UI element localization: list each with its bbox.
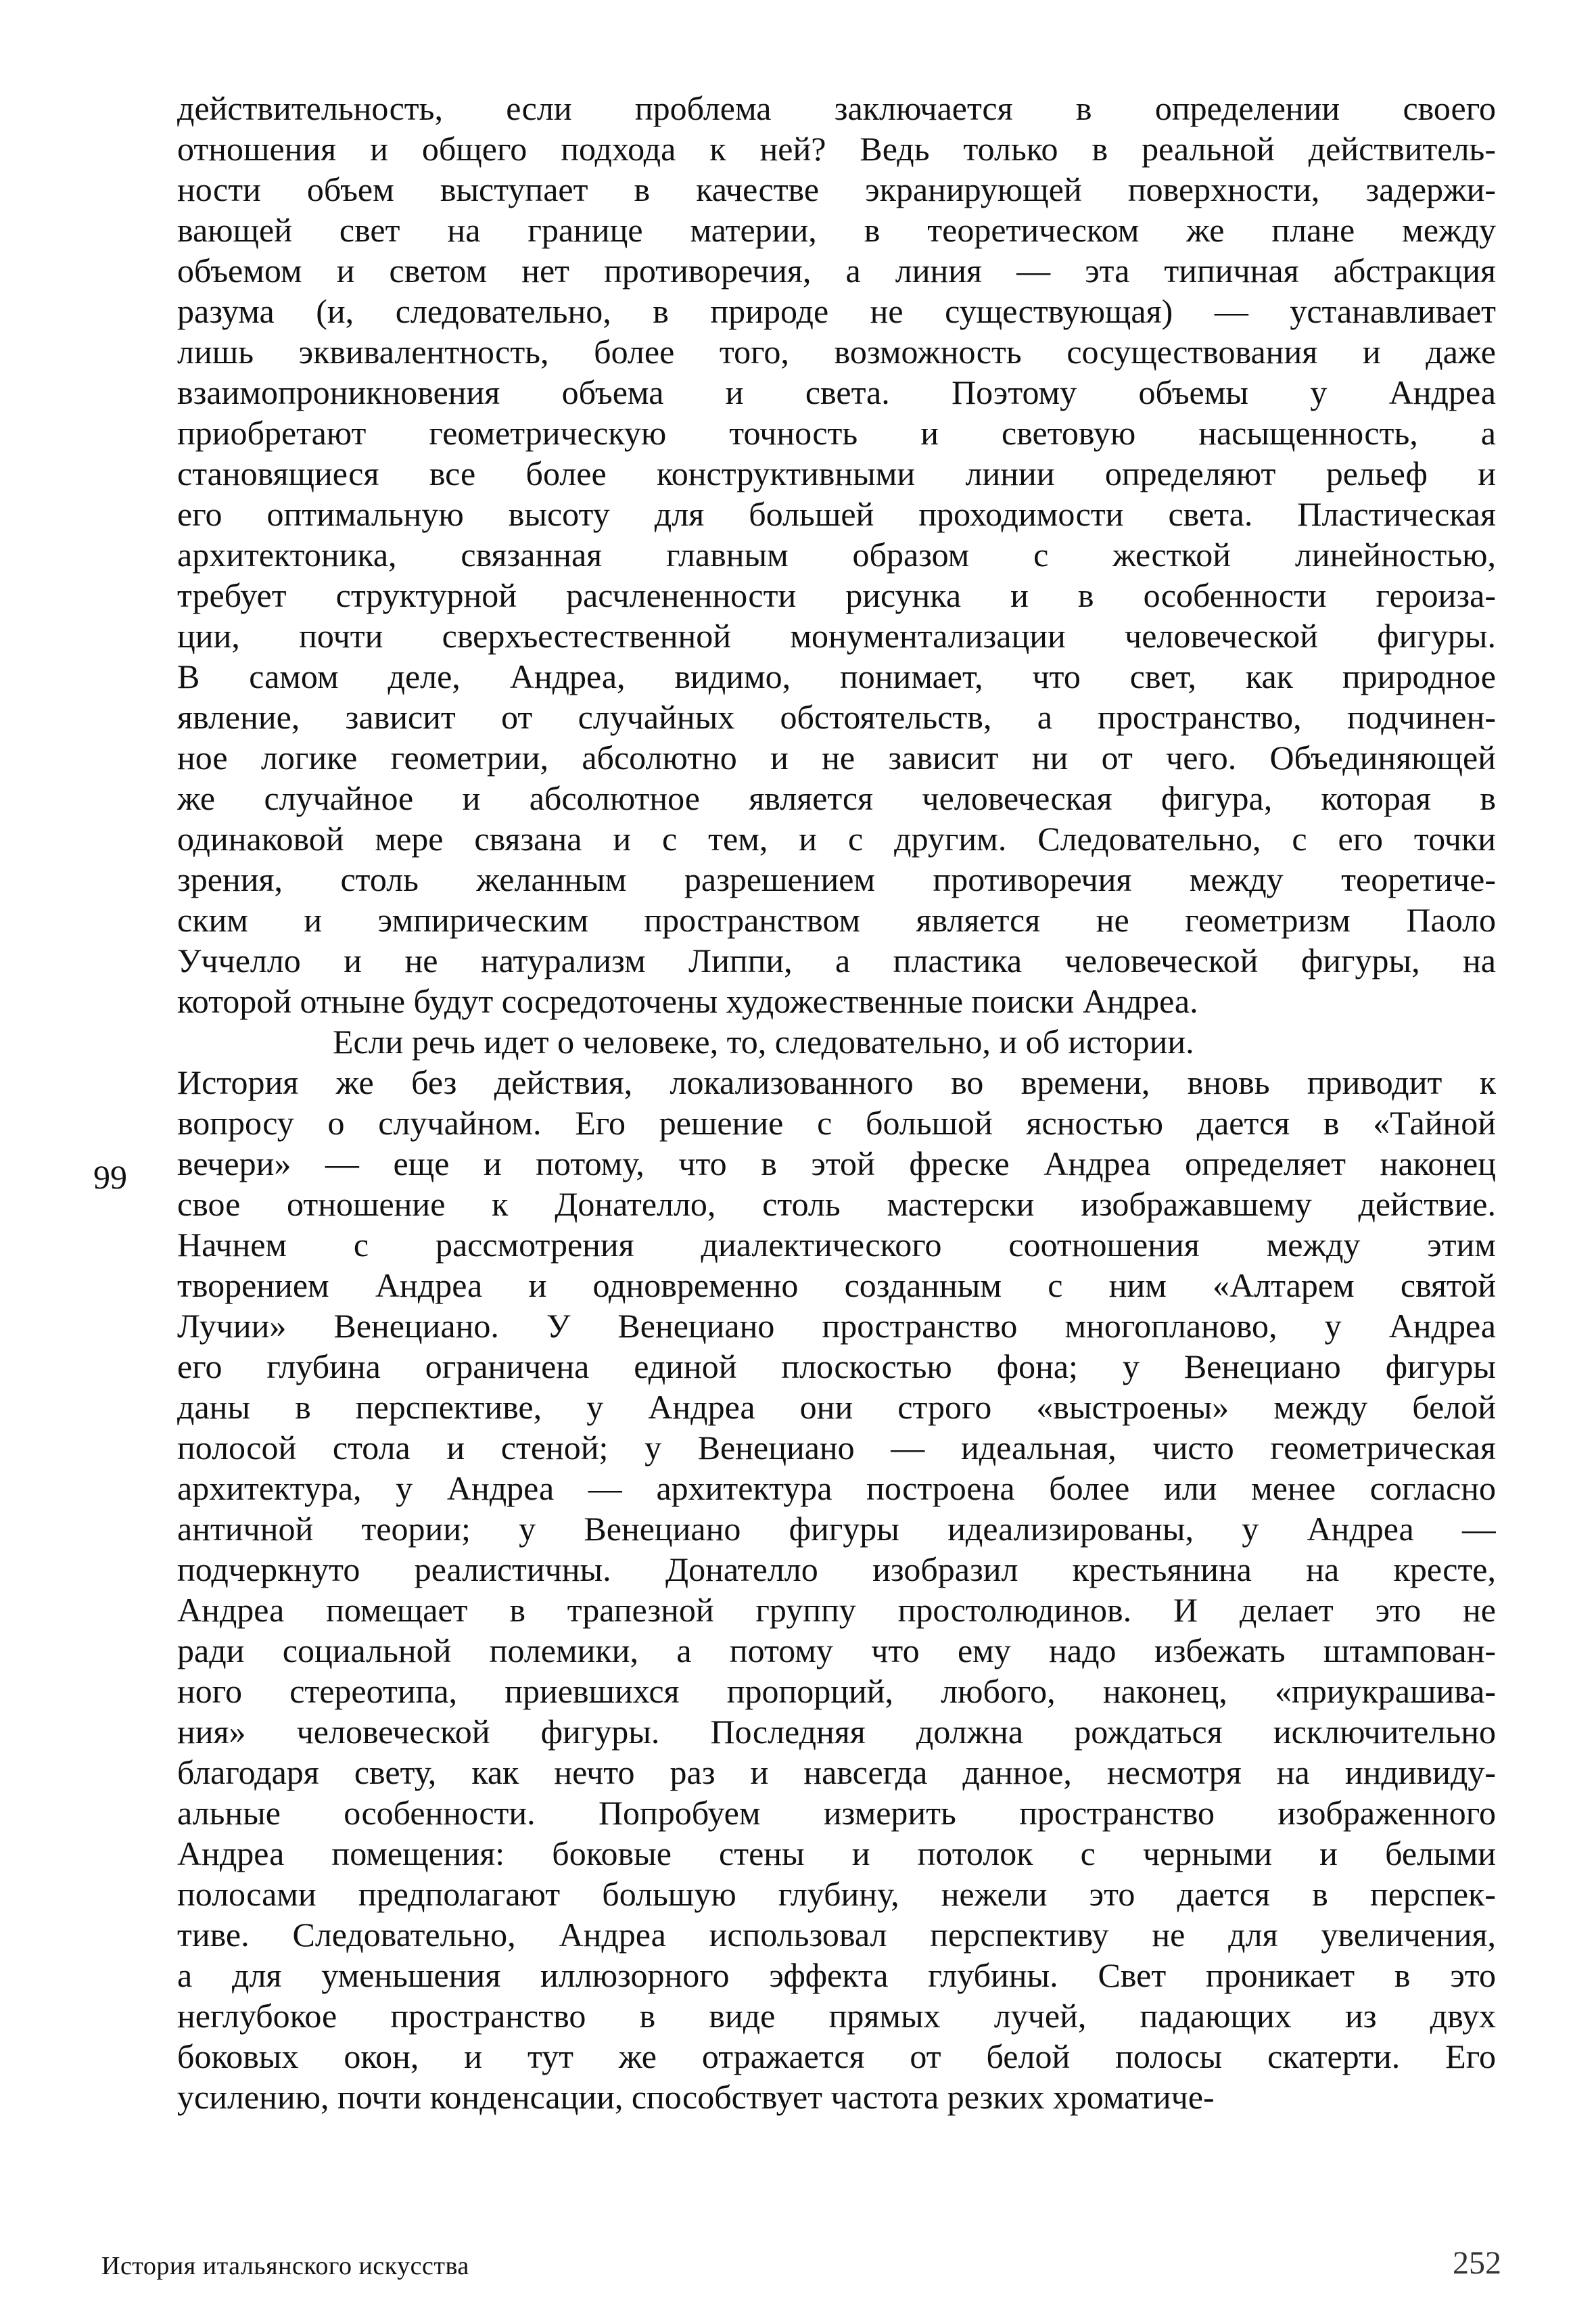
text-line: разума (и, следовательно, в природе не существующая) — устанавливает	[177, 292, 1496, 330]
text-line: подчеркнуто реалистичны. Донателло изобразил крестьянина на кресте,	[177, 1550, 1496, 1588]
text-line: отношения и общего подхода к ней? Ведь только в реальной действитель-	[177, 130, 1496, 168]
text-line: приобретают геометрическую точность и световую насыщенность, а	[177, 414, 1496, 452]
text-line: ного стереотипа, приевшихся пропорций, любого, наконец, «приукрашива-	[177, 1672, 1496, 1710]
text-line: Андреа помещения: боковые стены и потолок с черными и белыми	[177, 1834, 1496, 1872]
text-line: которой отныне будут сосредоточены художественные поиски Андреа.	[177, 982, 1198, 1020]
text-line: ности объем выступает в качестве экранирующей поверхности, задержи-	[177, 170, 1496, 208]
text-line: действительность, если проблема заключается в определении своего	[177, 89, 1496, 127]
text-line: архитектоника, связанная главным образом с жесткой линейностью,	[177, 536, 1496, 574]
text-line: архитектура, у Андреа — архитектура построена более или менее согласно	[177, 1469, 1496, 1507]
text-line: становящиеся все более конструктивными линии определяют рельеф и	[177, 455, 1496, 492]
text-line: явление, зависит от случайных обстоятельств, а пространство, подчинен-	[177, 698, 1496, 736]
text-line: объемом и светом нет противоречия, а линия — эта типичная абстракция	[177, 252, 1496, 290]
text-line: усилению, почти конденсации, способствует частота резких хроматиче-	[177, 2078, 1215, 2116]
running-footer-title: История итальянского искусства	[101, 2252, 469, 2280]
text-line: Андреа помещает в трапезной группу простолюдинов. И делает это не	[177, 1591, 1496, 1629]
text-line: В самом деле, Андреа, видимо, понимает, что свет, как природное	[177, 657, 1496, 695]
text-line: Лучии» Венециано. У Венециано пространство многопланово, у Андреа	[177, 1307, 1496, 1345]
text-line: античной теории; у Венециано фигуры идеализированы, у Андреа —	[177, 1510, 1496, 1548]
text-line: зрения, столь желанным разрешением противоречия между теоретиче-	[177, 860, 1496, 898]
text-line: ное логике геометрии, абсолютно и не зависит ни от чего. Объединяющей	[177, 739, 1496, 777]
body-text	[177, 88, 1496, 2117]
text-line: же случайное и абсолютное является человеческая фигура, которая в	[177, 779, 1496, 817]
text-line: Начнем с рассмотрения диалектического соотношения между этим	[177, 1226, 1496, 1264]
text-line: творением Андреа и одновременно созданным с ним «Алтарем святой	[177, 1266, 1496, 1304]
text-line: ции, почти сверхъестественной монументализации человеческой фигуры.	[177, 617, 1496, 655]
text-line: требует структурной расчлененности рисунка и в особенности героиза-	[177, 576, 1496, 614]
text-line: вающей свет на границе материи, в теоретическом же плане между	[177, 211, 1496, 249]
text-line: взаимопроникновения объема и света. Поэтому объемы у Андреа	[177, 373, 1496, 411]
text-line: Уччелло и не натурализм Липпи, а пластика человеческой фигуры, на	[177, 942, 1496, 979]
text-line: благодаря свету, как нечто раз и навсегда данное, несмотря на индивиду-	[177, 1753, 1496, 1791]
paragraph-start-line: Если речь идет о человеке, то, следовательно, и об истории.	[333, 1023, 1194, 1061]
text-line: вопросу о случайном. Его решение с большой ясностью дается в «Тайной	[177, 1104, 1496, 1142]
text-line: его оптимальную высоту для большей проходимости света. Пластическая	[177, 495, 1496, 533]
text-line: ния» человеческой фигуры. Последняя должна рождаться исключительно	[177, 1713, 1496, 1751]
text-line: одинаковой мере связана и с тем, и с другим. Следовательно, с его точки	[177, 820, 1496, 858]
text-line: неглубокое пространство в виде прямых лучей, падающих из двух	[177, 1997, 1496, 2035]
text-line: ради социальной полемики, а потому что ему надо избежать штампован-	[177, 1632, 1496, 1669]
text-line: лишь эквивалентность, более того, возможность сосуществования и даже	[177, 333, 1496, 371]
text-line: ским и эмпирическим пространством является не геометризм Паоло	[177, 901, 1496, 939]
page-number: 252	[1453, 2245, 1501, 2281]
text-line: полосой стола и стеной; у Венециано — идеальная, чисто геометрическая	[177, 1429, 1496, 1467]
text-line: альные особенности. Попробуем измерить пространство изображенного	[177, 1794, 1496, 1832]
text-line: боковых окон, и тут же отражается от белой полосы скатерти. Его	[177, 2037, 1496, 2075]
text-line: его глубина ограничена единой плоскостью фона; у Венециано фигуры	[177, 1347, 1496, 1385]
text-line: свое отношение к Донателло, столь мастерски изображавшему действие.	[177, 1185, 1496, 1223]
text-line: вечери» — еще и потому, что в этой фреске Андреа определяет наконец	[177, 1145, 1496, 1182]
text-line: полосами предполагают большую глубину, нежели это дается в перспек-	[177, 1875, 1496, 1913]
text-line: тиве. Следовательно, Андреа использовал перспективу не для увеличения,	[177, 1916, 1496, 1954]
margin-note-number: 99	[93, 1158, 127, 1196]
text-line: а для уменьшения иллюзорного эффекта глубины. Свет проникает в это	[177, 1956, 1496, 1994]
text-line: даны в перспективе, у Андреа они строго «выстроены» между белой	[177, 1388, 1496, 1426]
text-line: История же без действия, локализованного во времени, вновь приводит к	[177, 1063, 1496, 1101]
